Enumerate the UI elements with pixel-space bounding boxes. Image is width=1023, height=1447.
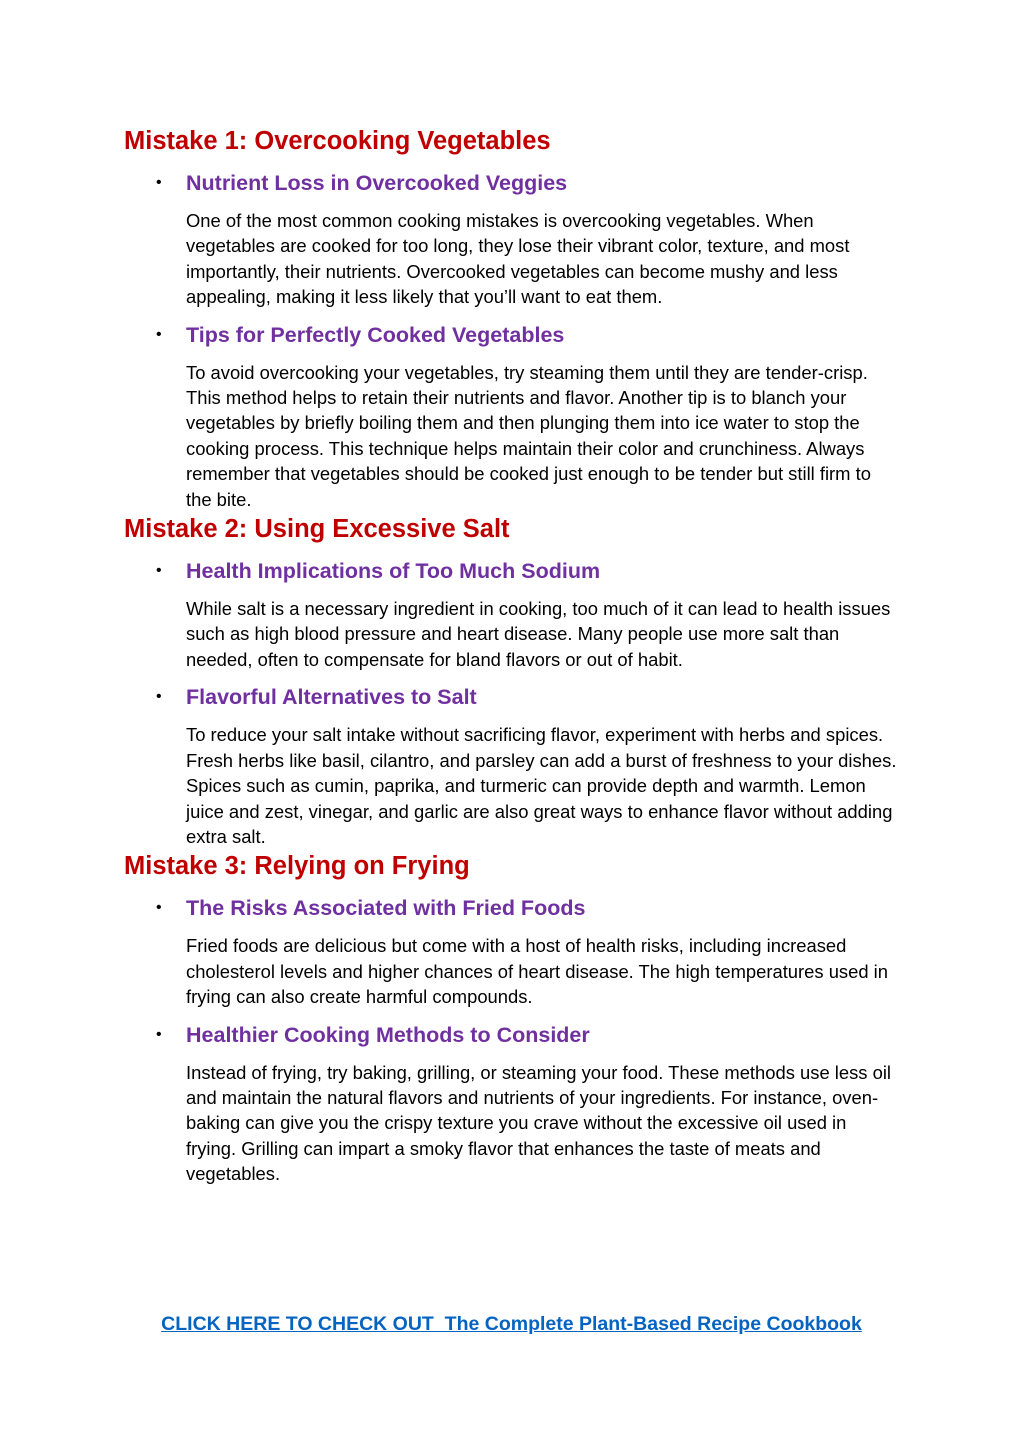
section-title-mistake-3: Mistake 3: Relying on Frying [124, 852, 470, 881]
cookbook-cta-link[interactable]: CLICK HERE TO CHECK OUT The Complete Plant-Based Recipe Cookbook [161, 1313, 862, 1335]
bullet-icon: • [156, 562, 162, 580]
subheading-sodium [156, 557, 904, 585]
subheading-text: Health Implications of Too Much Sodium [186, 559, 601, 584]
subheading-tips [156, 321, 904, 349]
section-title-mistake-1: Mistake 1: Overcooking Vegetables [124, 127, 551, 155]
article-body [124, 124, 904, 1187]
subheading-text: Nutrient Loss in Overcooked Veggies [186, 171, 568, 195]
paragraph-fried-risks: Fried foods are delicious but come with a host of health risks, including increased cholesterol levels and higher chances of heart disease. The high temperatures used in frying can also create harmful compounds. [186, 935, 888, 1008]
bullet-icon: • [156, 688, 162, 706]
bullet-icon: • [156, 899, 162, 917]
subheading-text: Healthier Cooking Methods to Consider [186, 1022, 590, 1047]
subheading-healthier-methods [156, 1021, 904, 1049]
subheading-text: Flavorful Alternatives to Salt [186, 685, 477, 710]
subheading-text: Tips for Perfectly Cooked Vegetables [186, 322, 565, 347]
subheading-fried-risks [156, 894, 904, 922]
paragraph-healthier-methods: Instead of frying, try baking, grilling, or steaming your food. These methods use less oil and maintain the natural flavors and nutrients of your ingredients. For instance, oven-baking can give you the crispy texture you crave without the excessive oil used in frying. Grilling can impart a smoky flavor that enhances the taste of meats and vegetables. [186, 1061, 891, 1185]
paragraph-alternatives: To reduce your salt intake without sacrificing flavor, experiment with herbs and spices. Fresh herbs like basil, cilantro, and parsley can add a burst of freshness to your dishes. Spices such as cumin, paprika, and turmeric can provide depth and warmth. Lemon juice and zest, vinegar, and garlic are also great ways to enhance flavor without adding extra salt. [186, 724, 897, 847]
subheading-nutrient-loss [156, 169, 904, 197]
section-title-mistake-2: Mistake 2: Using Excessive Salt [124, 515, 510, 544]
paragraph-tips: To avoid overcooking your vegetables, try steaming them until they are tender-crisp. This method helps to retain their nutrients and flavor. Another tip is to blanch your vegetables by briefly boiling them and then plunging them into ice water to stop the cooking process. This technique helps maintain their color and crunchiness. Always remember that vegetables should be cooked just enough to be tender but still firm to the bite. [186, 361, 871, 510]
bullet-icon: • [156, 325, 162, 343]
paragraph-nutrient-loss: One of the most common cooking mistakes is overcooking vegetables. When vegetables are cooked for too long, they lose their vibrant color, texture, and most importantly, their nutrients. Overcooked vegetables can become mushy and less appealing, making it less likely that you’ll want to eat them. [186, 210, 850, 308]
subheading-alternatives [156, 683, 904, 711]
subheading-text: The Risks Associated with Fried Foods [186, 896, 586, 921]
paragraph-sodium: While salt is a necessary ingredient in cooking, too much of it can lead to health issues such as high blood pressure and heart disease. Many people use more salt than needed, often to compensate for bland flavors or out of habit. [186, 598, 891, 670]
bullet-icon: • [156, 174, 162, 191]
bullet-icon: • [156, 1025, 162, 1043]
